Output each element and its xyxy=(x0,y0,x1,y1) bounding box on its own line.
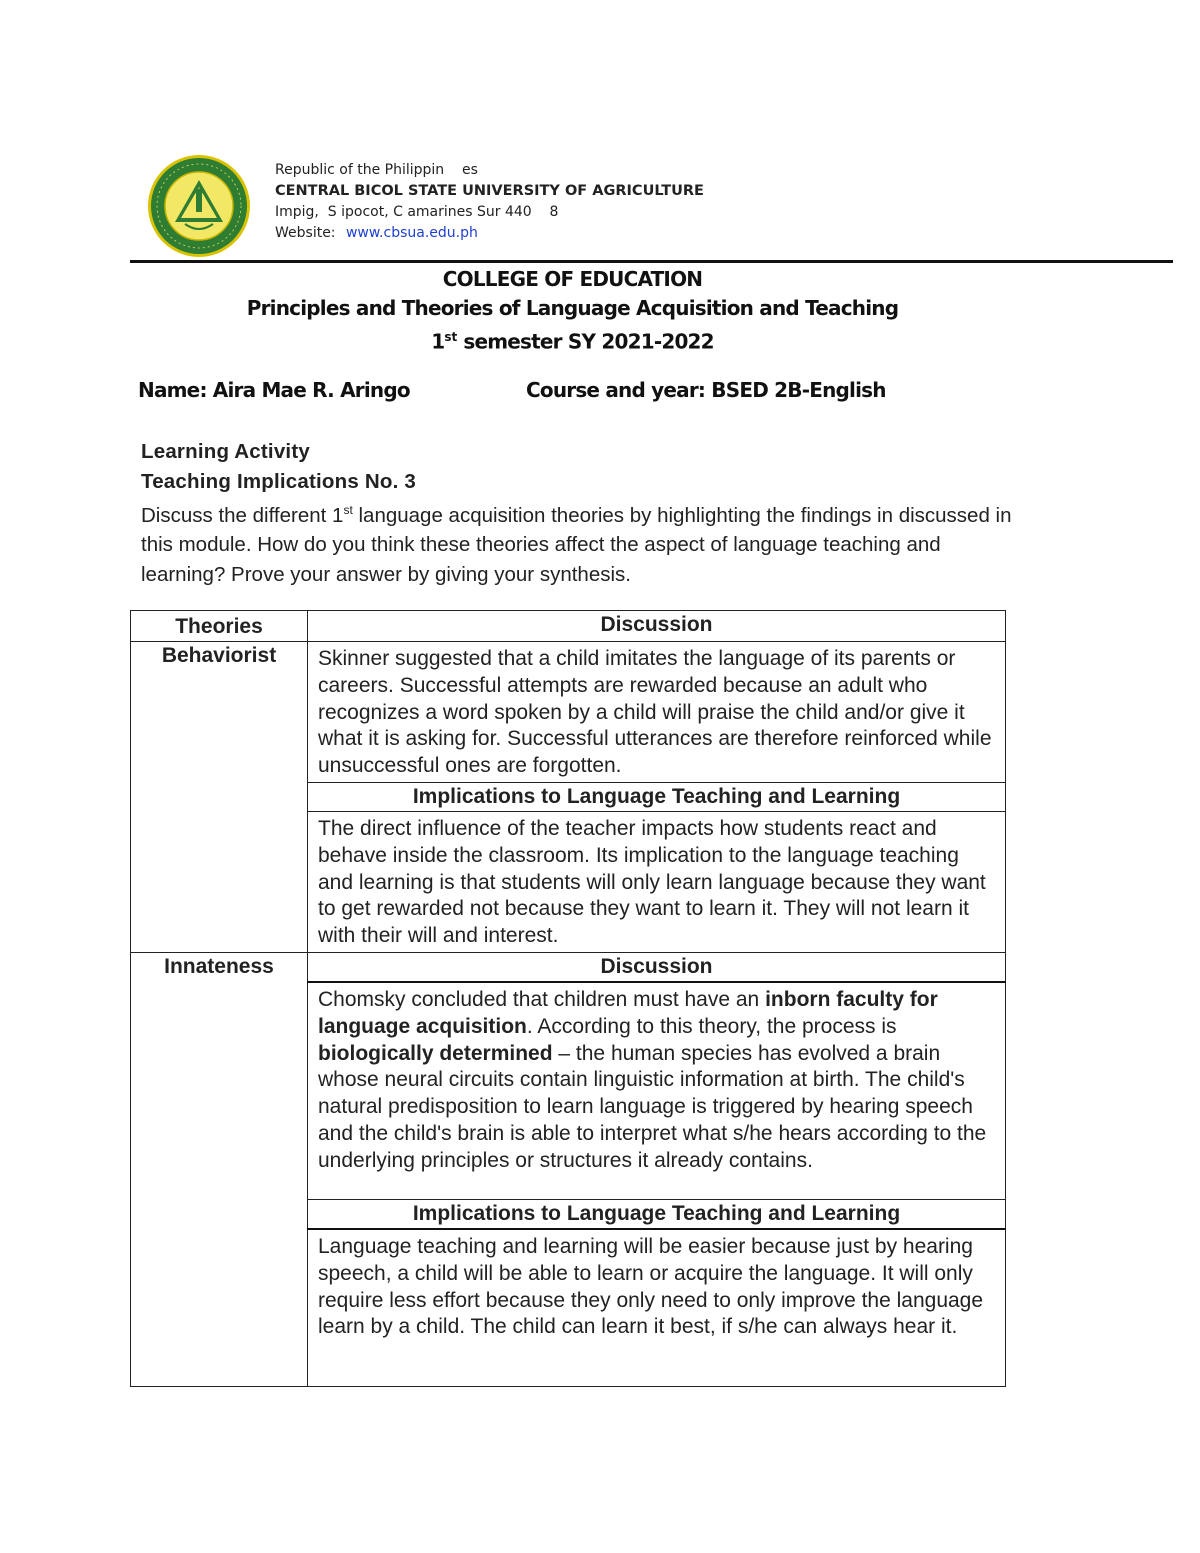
table-header-row xyxy=(131,611,1006,642)
republic-line: Republic of the Philippin es xyxy=(275,162,478,178)
behaviorist-implications: The direct influence of the teacher impacts how students react and behave inside the classroom. Its implication to the language teaching and learning is that students will only learn language because they want to get rewarded not because they want to learn it. They will not learn it with their will and interest. xyxy=(308,811,1006,952)
innateness-discussion: Chomsky concluded that children must have an inborn faculty for language acquisition. According to this theory, the process is biologically determined – the human species has evolved a brain whose neural circuits contain linguistic information at birth. The child's natural predisposition to learn language is triggered by hearing speech and the child's brain is able to interpret what s/he hears according to the underlying principles or structures it already contains. xyxy=(308,982,1006,1200)
behaviorist-implications-label: Implications to Language Teaching and Learning xyxy=(308,782,1006,811)
activity-title: Learning Activity xyxy=(141,440,310,463)
university-seal-icon xyxy=(147,154,251,258)
theory-behaviorist: Behaviorist xyxy=(131,642,308,953)
university-name: CENTRAL BICOL STATE UNIVERSITY OF AGRICULTURE xyxy=(275,183,704,199)
theories-table xyxy=(130,610,1006,1387)
semester-title: 1st semester SY 2021-2022 xyxy=(431,329,714,354)
website-label: Website: xyxy=(275,225,336,241)
table-row xyxy=(131,642,1006,783)
table-row xyxy=(131,952,1006,982)
innateness-implications-label: Implications to Language Teaching and Learning xyxy=(308,1199,1006,1229)
theory-innateness: Innateness xyxy=(131,952,308,1386)
university-info xyxy=(275,160,704,244)
col-theories: Theories xyxy=(131,611,308,642)
activity-prompt: Discuss the different 1st language acquisition theories by highlighting the findings in discussed in this module. How do you think these theories affect the aspect of language teaching and learning? Prove your answer by giving your synthesis. xyxy=(141,503,1012,586)
college-title: COLLEGE OF EDUCATION xyxy=(442,267,703,291)
document-titles xyxy=(130,265,1015,352)
website-link[interactable]: www.cbsua.edu.ph xyxy=(345,225,478,241)
behaviorist-discussion: Skinner suggested that a child imitates the language of its parents or careers. Successful attempts are rewarded because an adult who recognizes a word spoken by a child will praise the child and/or give it what it is asking for. Successful utterances are therefore reinforced while unsuccessful ones are forgotten. xyxy=(308,642,1006,783)
course-title: Principles and Theories of Language Acquisition and Teaching xyxy=(246,296,899,320)
activity-section xyxy=(141,437,1021,589)
innateness-implications: Language teaching and learning will be easier because just by hearing speech, a child will be able to learn or acquire the language. It will only require less effort because they only need to only improve the language learn by a child. The child can learn it best, if s/he can always hear it. xyxy=(308,1229,1006,1387)
student-name: Name: Aira Mae R. Aringo xyxy=(138,378,410,402)
innateness-discussion-label: Discussion xyxy=(308,952,1006,982)
header-divider xyxy=(130,260,1173,263)
col-discussion: Discussion xyxy=(308,611,1006,642)
address-line: Impig, S ipocot, C amarines Sur 440 8 xyxy=(275,204,559,220)
activity-subtitle: Teaching Implications No. 3 xyxy=(141,469,416,493)
website-line xyxy=(275,223,704,244)
student-course: Course and year: BSED 2B-English xyxy=(526,378,886,402)
